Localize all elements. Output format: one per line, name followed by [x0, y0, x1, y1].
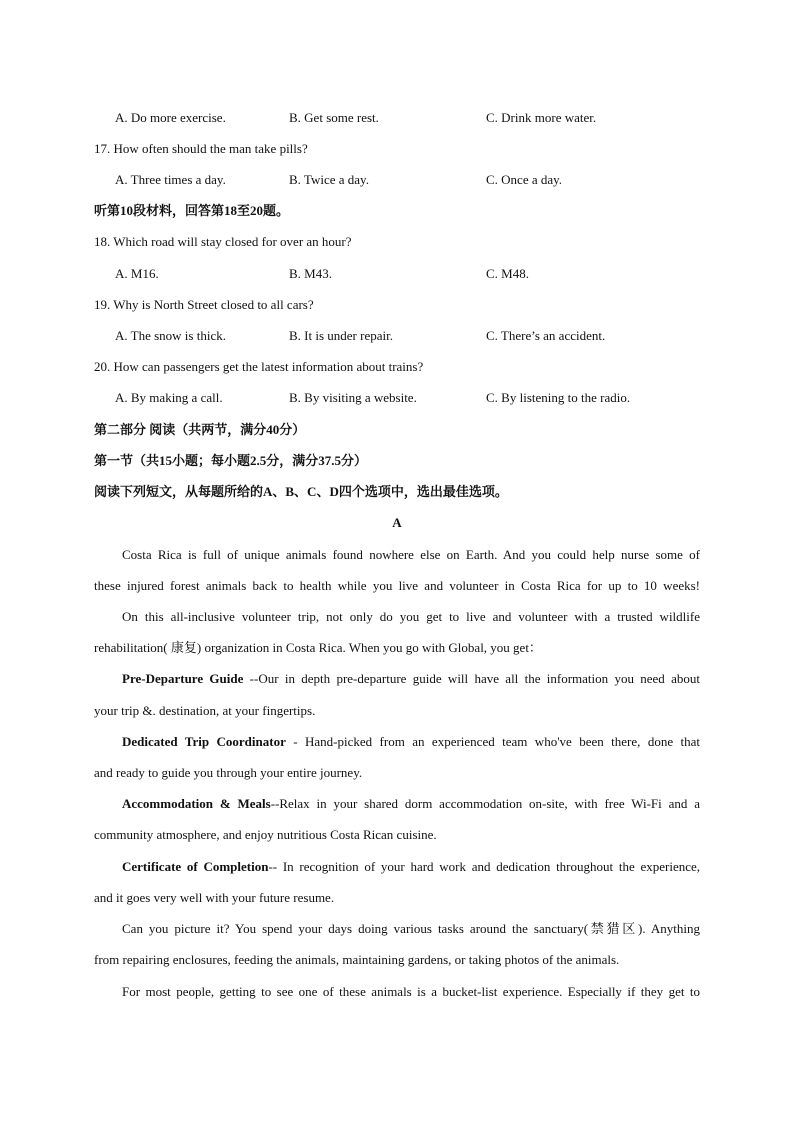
benefit-2-heading: Dedicated Trip Coordinator: [122, 734, 286, 749]
benefit-4-line-2: and it goes very well with your future resume.: [94, 890, 335, 905]
passage-title: A: [392, 515, 402, 530]
paragraph-1-line-2: these injured forest animals back to health while you live and volunteer in Costa Rica for up to 10 weeks!: [94, 578, 700, 593]
paragraph-2-line-2: rehabilitation( 康复) organization in Costa Rica. When you go with Global, you get：: [94, 640, 542, 655]
q19-option-b: B. It is under repair.: [289, 328, 393, 343]
benefit-1-text: --Our in depth pre-departure guide will have all the information you need about: [243, 671, 700, 686]
paragraph-4-line-1: For most people, getting to see one of these animals is a bucket-list experience. Especially if they get to: [122, 984, 700, 999]
section-10-heading: 听第10段材料，回答第18至20题。: [94, 203, 290, 218]
benefit-certificate: [94, 857, 700, 877]
benefit-3-text: --Relax in your shared dorm accommodation on-site, with free Wi-Fi and a: [270, 796, 700, 811]
q18-option-c: C. M48.: [486, 266, 529, 281]
benefit-4-heading: Certificate of Completion: [122, 859, 269, 874]
benefit-2-line-2: and ready to guide you through your entire journey.: [94, 765, 363, 780]
benefit-1-line-2: your trip &. destination, at your fingertips.: [94, 703, 316, 718]
benefit-2-text: - Hand-picked from an experienced team who've been there, done that: [285, 734, 700, 749]
paragraph-3-line-2: from repairing enclosures, feeding the animals, maintaining gardens, or taking photos of the animals.: [94, 952, 620, 967]
benefit-pre-departure-guide: [94, 669, 700, 689]
q20-option-c: C. By listening to the radio.: [486, 390, 631, 405]
benefit-4-text: -- In recognition of your hard work and dedication throughout the experience,: [268, 859, 700, 874]
q17-option-c: C. Once a day.: [486, 172, 563, 187]
paragraph-3-line-1: Can you picture it? You spend your days doing various tasks around the sanctuary(禁猎区). Anything: [122, 921, 700, 936]
q17-option-b: B. Twice a day.: [289, 172, 369, 187]
q18-option-a: A. M16.: [115, 266, 159, 281]
q20-option-a: A. By making a call.: [115, 390, 223, 405]
reading-instructions: 阅读下列短文，从每题所给的A、B、C、D四个选项中，选出最佳选项。: [94, 484, 508, 499]
q16-option-a: A. Do more exercise.: [115, 110, 226, 125]
benefit-3-heading: Accommodation & Meals: [122, 796, 271, 811]
part2-heading: 第二部分 阅读（共两节，满分40分）: [94, 422, 306, 437]
q20-option-b: B. By visiting a website.: [289, 390, 417, 405]
part2-section1-heading: 第一节（共15小题；每小题2.5分，满分37.5分）: [94, 453, 368, 468]
paragraph-1-line-1: Costa Rica is full of unique animals found nowhere else on Earth. And you could help nurse some of: [122, 547, 700, 562]
q20-question: 20. How can passengers get the latest information about trains?: [94, 359, 424, 374]
q19-option-a: A. The snow is thick.: [115, 328, 226, 343]
q19-option-c: C. There’s an accident.: [486, 328, 606, 343]
q19-question: 19. Why is North Street closed to all cars?: [94, 297, 314, 312]
paragraph-2-line-1: On this all-inclusive volunteer trip, not only do you get to live and volunteer with a trusted wildlife: [122, 609, 700, 624]
benefit-trip-coordinator: [94, 732, 700, 752]
q18-question: 18. Which road will stay closed for over an hour?: [94, 234, 352, 249]
q18-option-b: B. M43.: [289, 266, 332, 281]
benefit-3-line-2: community atmosphere, and enjoy nutritious Costa Rican cuisine.: [94, 827, 437, 842]
q17-option-a: A. Three times a day.: [115, 172, 226, 187]
q17-question: 17. How often should the man take pills?: [94, 141, 308, 156]
q16-option-c: C. Drink more water.: [486, 110, 597, 125]
benefit-accommodation-meals: [94, 794, 700, 814]
benefit-1-heading: Pre-Departure Guide: [122, 671, 244, 686]
q16-option-b: B. Get some rest.: [289, 110, 379, 125]
